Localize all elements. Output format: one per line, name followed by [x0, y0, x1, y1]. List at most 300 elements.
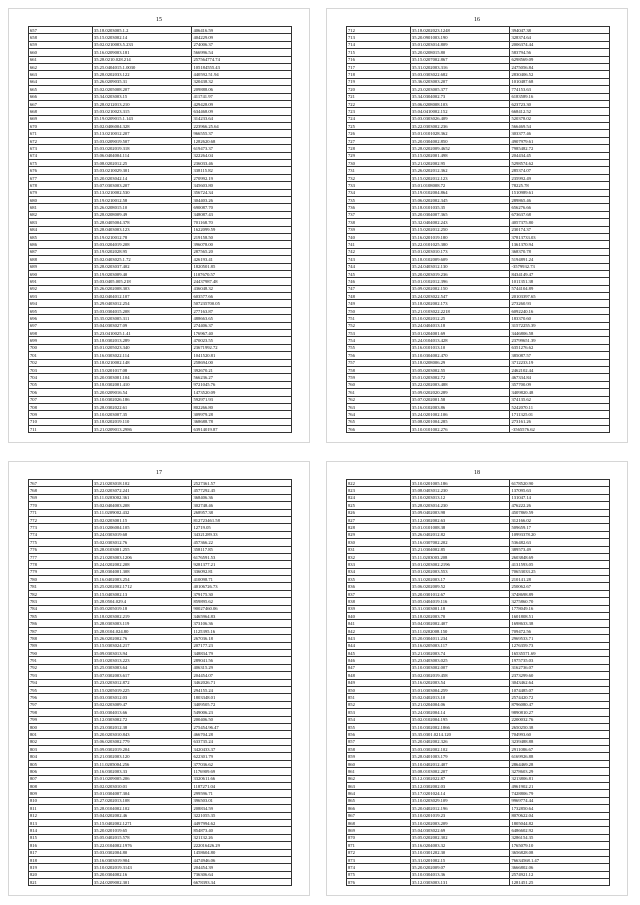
amount-cell: 3748698.89: [510, 590, 610, 597]
row-number-cell: 779: [29, 568, 93, 575]
table-row: [347, 642, 610, 649]
amount-cell: 338115.82: [192, 167, 292, 174]
amount-cell: -3579932.73: [510, 263, 610, 270]
account-code-cell: 35.15.0205019.225: [92, 686, 192, 693]
amount-cell: 328374.64: [510, 34, 610, 41]
row-number-cell: 657: [29, 27, 93, 34]
amount-cell: 4057375.80: [510, 219, 610, 226]
account-code-cell: 35.21.0203018.102: [92, 480, 192, 487]
account-code-cell: 35.04.0302002.407: [410, 620, 510, 627]
account-code-cell: 35.10.0304013.36: [410, 871, 510, 878]
account-code-cell: 35.05.0402015.578: [92, 834, 192, 841]
amount-cell: 566469.54: [510, 123, 610, 130]
account-code-cell: 35.11.0202008.150: [410, 627, 510, 634]
account-code-cell: 35.27.0202013.108: [92, 797, 192, 804]
row-number-cell: 765: [347, 418, 411, 425]
row-number-cell: 773: [29, 524, 93, 531]
account-code-cell: 35.35.0203005.311: [92, 315, 192, 322]
amount-cell: 622301.79: [192, 753, 292, 760]
account-code-cell: 35.10.0201005.186: [410, 480, 510, 487]
account-code-cell: 35.16.0303022.114: [92, 352, 192, 359]
table-row: [347, 352, 610, 359]
table-row: [29, 694, 292, 701]
row-number-cell: 692: [29, 285, 93, 292]
amount-cell: 250062.67: [510, 583, 610, 590]
account-code-cell: 35.02.0303012.76: [92, 539, 192, 546]
account-code-cell: 35.23.0203012.872: [92, 679, 192, 686]
account-code-cell: 35.22.0303002.236: [410, 123, 510, 130]
account-code-cell: 35.18.0302001.410: [92, 381, 192, 388]
account-code-cell: 35.15.0201017.08: [92, 366, 192, 373]
amount-cell: 406416.59: [192, 27, 292, 34]
amount-cell: 299596.71: [192, 790, 292, 797]
table-row: [29, 731, 292, 738]
row-number-cell: 687: [29, 248, 93, 255]
account-code-cell: 35.22.0101025.380: [410, 241, 510, 248]
amount-cell: 303377.46: [510, 130, 610, 137]
amount-cell: 966555.37: [192, 130, 292, 137]
table-row: [29, 263, 292, 270]
row-number-cell: 791: [29, 657, 93, 664]
account-code-cell: 35.22.0203072.241: [92, 487, 192, 494]
row-number-cell: 706: [29, 389, 93, 396]
row-number-cell: 793: [29, 672, 93, 679]
table-row: [347, 196, 610, 203]
table-row: [29, 775, 292, 782]
row-number-cell: 716: [347, 56, 411, 63]
row-number-cell: 702: [29, 359, 93, 366]
row-number-cell: 790: [29, 649, 93, 656]
account-code-cell: 35.12.0303003.131: [410, 879, 510, 886]
amount-cell: 470023.55: [192, 337, 292, 344]
row-number-cell: 676: [29, 167, 93, 174]
account-code-cell: 35.22.0104002.1976: [92, 842, 192, 849]
row-number-cell: 740: [347, 233, 411, 240]
amount-cell: 16535571.69: [510, 649, 610, 656]
account-code-cell: 35.20.0304002.850: [410, 137, 510, 144]
account-code-cell: 35.28.0304001.308: [92, 568, 192, 575]
amount-cell: 34321289.33: [192, 531, 292, 538]
account-code-cell: 35.03.0304013.66: [92, 709, 192, 716]
account-code-cell: 35.20.0901003.190: [410, 34, 510, 41]
data-table: [346, 26, 610, 433]
table-row: [347, 270, 610, 277]
table-row: [29, 546, 292, 553]
row-number-cell: 736: [347, 204, 411, 211]
amount-cell: 3043462.64: [510, 679, 610, 686]
row-number-cell: 850: [347, 686, 411, 693]
row-number-cell: 704: [29, 374, 93, 381]
table-row: [29, 174, 292, 181]
row-number-cell: 805: [29, 760, 93, 767]
table-row: [347, 115, 610, 122]
row-number-cell: 827: [347, 516, 411, 523]
account-code-cell: 35.06.0208008.103: [410, 100, 510, 107]
row-number-cell: 759: [347, 374, 411, 381]
amount-cell: 2462102.44: [510, 366, 610, 373]
row-number-cell: 788: [29, 635, 93, 642]
account-code-cell: 35.01.0206004.105: [92, 524, 192, 531]
account-code-cell: 35.03.0202019.318: [92, 145, 192, 152]
row-number-cell: 769: [29, 494, 93, 501]
table-row: [347, 657, 610, 664]
amount-cell: 394047.38: [510, 27, 610, 34]
amount-cell: 1282620.68: [192, 137, 292, 144]
account-code-cell: 35.09.0202002.150: [410, 285, 510, 292]
amount-cell: 377036.62: [192, 760, 292, 767]
row-number-cell: 715: [347, 49, 411, 56]
amount-cell: 623723.30: [510, 100, 610, 107]
amount-cell: 509659.17: [510, 524, 610, 531]
table-row: [29, 27, 292, 34]
amount-cell: 373106.36: [192, 620, 292, 627]
amount-cell: 3666802.06: [510, 864, 610, 871]
account-code-cell: 35.19.0202028.95: [92, 248, 192, 255]
row-number-cell: 833: [347, 561, 411, 568]
amount-cell: 411741.97: [192, 93, 292, 100]
table-row: [347, 635, 610, 642]
table-row: [347, 389, 610, 396]
amount-cell: 802266.80: [192, 403, 292, 410]
table-row: [29, 812, 292, 819]
table-row: [347, 100, 610, 107]
account-code-cell: 35.25.0303003.64: [92, 664, 192, 671]
account-code-cell: 35.10.0202012.25: [410, 315, 510, 322]
row-number-cell: 814: [29, 827, 93, 834]
row-number-cell: 802: [29, 738, 93, 745]
amount-cell: 488663.65: [192, 315, 292, 322]
account-code-cell: 35.13.0210012.207: [92, 130, 192, 137]
row-number-cell: 838: [347, 598, 411, 605]
account-code-cell: 35.24.0302004.14: [410, 709, 510, 716]
account-code-cell: 35.24.0104013.428: [410, 337, 510, 344]
table-row: [29, 783, 292, 790]
amount-cell: 368688.78: [192, 418, 292, 425]
page-number: 17: [156, 470, 162, 476]
amount-cell: 275454.96.47: [192, 723, 292, 730]
row-number-cell: 868: [347, 819, 411, 826]
table-row: [347, 494, 610, 501]
amount-cell: 230174.37: [510, 226, 610, 233]
table-row: [29, 71, 292, 78]
account-code-cell: 35.07.0202001.58: [410, 396, 510, 403]
account-code-cell: 35.25.0404015.1.0030: [92, 63, 192, 70]
table-row: [29, 672, 292, 679]
table-row: [29, 241, 292, 248]
table-row: [347, 819, 610, 826]
account-code-cell: 35.20.0402012.196: [410, 805, 510, 812]
row-number-cell: 754: [347, 337, 411, 344]
table-row: [29, 211, 292, 218]
table-row: [347, 293, 610, 300]
row-number-cell: 761: [347, 389, 411, 396]
table-row: [29, 137, 292, 144]
account-code-cell: 35.23.0403003.025: [410, 657, 510, 664]
table-row: [347, 307, 610, 314]
table-row: [347, 871, 610, 878]
amount-cell: 673637.68: [510, 211, 610, 218]
row-number-cell: 670: [29, 123, 93, 130]
amount-cell: 2911086.67: [510, 746, 610, 753]
row-number-cell: 853: [347, 709, 411, 716]
row-number-cell: 697: [29, 322, 93, 329]
account-code-cell: 35.15.0202001.498: [410, 152, 510, 159]
table-row: [29, 389, 292, 396]
amount-cell: 426193.41: [192, 256, 292, 263]
row-number-cell: 682: [29, 211, 93, 218]
amount-cell: 1041520.81: [192, 352, 292, 359]
table-row: [347, 672, 610, 679]
row-number-cell: 804: [29, 753, 93, 760]
table-row: [29, 509, 292, 516]
table-row: [29, 657, 292, 664]
row-number-cell: 760: [347, 381, 411, 388]
amount-cell: 4907979.61: [510, 137, 610, 144]
table-row: [29, 152, 292, 159]
account-code-cell: 35.18.0202019.110: [92, 418, 192, 425]
row-number-cell: 806: [29, 768, 93, 775]
account-code-cell: 35.10.0203013.12: [410, 494, 510, 501]
account-code-cell: 35.21.0202002.95: [410, 160, 510, 167]
table-row: [347, 418, 610, 425]
amount-cell: 374135.62: [510, 396, 610, 403]
row-number-cell: 683: [29, 219, 93, 226]
amount-cell: 1711325.01: [510, 411, 610, 418]
row-number-cell: 801: [29, 731, 93, 738]
row-number-cell: 757: [347, 359, 411, 366]
amount-cell: 2603848.69: [510, 553, 610, 560]
amount-cell: 3162736.07: [510, 664, 610, 671]
table-row: [29, 834, 292, 841]
account-code-cell: 35.09.0302019.204: [92, 746, 192, 753]
table-row: [29, 524, 292, 531]
row-number-cell: 834: [347, 568, 411, 575]
account-code-cell: 35.16.0201019.180: [410, 233, 510, 240]
row-number-cell: 859: [347, 753, 411, 760]
account-code-cell: 35.21.0103022.2218: [410, 307, 510, 314]
row-number-cell: 684: [29, 226, 93, 233]
table-row: [29, 738, 292, 745]
row-number-cell: 848: [347, 672, 411, 679]
account-code-cell: 35.15.0203002.14: [92, 34, 192, 41]
row-number-cell: 722: [347, 100, 411, 107]
row-number-cell: 663: [29, 71, 93, 78]
table-row: [29, 753, 292, 760]
account-code-cell: 35.02.0210003.5.233: [92, 41, 192, 48]
row-number-cell: 729: [347, 152, 411, 159]
account-code-cell: 35.36.0203003.207: [410, 78, 510, 85]
table-row: [347, 783, 610, 790]
row-number-cell: 841: [347, 620, 411, 627]
amount-cell: 273260.93: [510, 300, 610, 307]
table-row: [29, 539, 292, 546]
amount-cell: 309979.28: [192, 411, 292, 418]
account-code-cell: 35.18.0202023.1248: [410, 27, 510, 34]
account-code-cell: 35.21.0304002.85: [410, 546, 510, 553]
table-row: [29, 553, 292, 560]
row-number-cell: 674: [29, 152, 93, 159]
row-number-cell: 820: [29, 871, 93, 878]
table-row: [347, 204, 610, 211]
account-code-cell: 35.15.0202012.250: [410, 226, 510, 233]
table-row: [29, 649, 292, 656]
table-row: [347, 849, 610, 856]
amount-cell: 396503.01: [192, 797, 292, 804]
table-row: [347, 63, 610, 70]
row-number-cell: 785: [29, 613, 93, 620]
data-table: [346, 479, 610, 886]
row-number-cell: 699: [29, 337, 93, 344]
row-number-cell: 756: [347, 352, 411, 359]
row-number-cell: 789: [29, 642, 93, 649]
row-number-cell: 732: [347, 174, 411, 181]
table-row: [29, 635, 292, 642]
row-number-cell: 696: [29, 315, 93, 322]
account-code-cell: 35.20.0209016.54: [92, 389, 192, 396]
amount-cell: 274006.37: [192, 41, 292, 48]
account-code-cell: 35.08.0103002.207: [410, 768, 510, 775]
table-row: [347, 827, 610, 834]
amount-cell: 3239488.88: [510, 738, 610, 745]
table-row: [347, 248, 610, 255]
amount-cell: 4474946.06: [192, 856, 292, 863]
page-17: [8, 461, 310, 896]
account-code-cell: 35.21.0204004.06: [410, 701, 510, 708]
account-code-cell: 35.02.0406004.328: [92, 123, 192, 130]
row-number-cell: 768: [29, 487, 93, 494]
account-code-cell: 35.28.0302022.61: [92, 403, 192, 410]
table-row: [29, 790, 292, 797]
table-row: [29, 716, 292, 723]
amount-cell: 20103397.65: [510, 293, 610, 300]
account-code-cell: 35.18.0203005.1.2: [92, 27, 192, 34]
row-number-cell: 782: [29, 590, 93, 597]
account-code-cell: 35.29.0403012.254: [92, 300, 192, 307]
table-row: [347, 686, 610, 693]
row-number-cell: 847: [347, 664, 411, 671]
table-row: [29, 871, 292, 878]
account-code-cell: 35.22.0202003.488: [410, 381, 510, 388]
amount-cell: 1107670.57: [192, 270, 292, 277]
amount-cell: 406315.29: [192, 664, 292, 671]
amount-cell: 774153.63: [510, 86, 610, 93]
row-number-cell: 786: [29, 620, 93, 627]
row-number-cell: 829: [347, 531, 411, 538]
row-number-cell: 731: [347, 167, 411, 174]
table-row: [29, 760, 292, 767]
amount-cell: 583794.56: [510, 49, 610, 56]
amount-cell: 436048.32: [192, 285, 292, 292]
amount-cell: 6176591.53: [192, 553, 292, 560]
table-row: [347, 86, 610, 93]
table-row: [347, 576, 610, 583]
row-number-cell: 679: [29, 189, 93, 196]
row-number-cell: 673: [29, 145, 93, 152]
amount-cell: 2864469.28: [510, 760, 610, 767]
amount-cell: 2200032.76: [510, 716, 610, 723]
table-row: [29, 827, 292, 834]
row-number-cell: 667: [29, 100, 93, 107]
amount-cell: 4131593.05: [510, 561, 610, 568]
row-number-cell: 717: [347, 63, 411, 70]
account-code-cell: 35.24.0403012.130: [410, 263, 510, 270]
amount-cell: 208834.59: [192, 805, 292, 812]
table-row: [29, 494, 292, 501]
account-code-cell: 35.12.0302022.87: [410, 775, 510, 782]
amount-cell: 348834.79: [192, 649, 292, 656]
amount-cell: 1473520.09: [192, 389, 292, 396]
amount-cell: 6169926.88: [510, 753, 610, 760]
row-number-cell: 803: [29, 746, 93, 753]
account-code-cell: 35.01.0203013.223: [92, 657, 192, 664]
row-number-cell: 688: [29, 256, 93, 263]
amount-cell: 5744104.89: [510, 285, 610, 292]
account-code-cell: 35.01.0304007.304: [92, 790, 192, 797]
amount-cell: 3712233.19: [510, 359, 610, 366]
account-code-cell: 35.20.0301012.67: [410, 590, 510, 597]
row-number-cell: 766: [347, 426, 411, 433]
row-number-cell: 796: [29, 694, 93, 701]
account-code-cell: 35.18.0203002.219: [92, 613, 192, 620]
account-code-cell: 35.02.0403025.1.72: [92, 256, 192, 263]
table-row: [347, 605, 610, 612]
amount-cell: 389573.49: [510, 546, 610, 553]
table-row: [347, 553, 610, 560]
row-number-cell: 701: [29, 352, 93, 359]
table-row: [29, 115, 292, 122]
row-number-cell: 742: [347, 248, 411, 255]
row-number-cell: 830: [347, 539, 411, 546]
amount-cell: 457366.22: [192, 539, 292, 546]
row-number-cell: 739: [347, 226, 411, 233]
amount-cell: 348087.43: [192, 211, 292, 218]
amount-cell: 812723461.58: [192, 516, 292, 523]
table-row: [29, 34, 292, 41]
table-row: [29, 160, 292, 167]
amount-cell: 404229.09: [192, 34, 292, 41]
row-number-cell: 685: [29, 233, 93, 240]
account-code-cell: 35.18.0202002.173: [410, 300, 510, 307]
table-row: [29, 403, 292, 410]
row-number-cell: 873: [347, 856, 411, 863]
account-code-cell: 35.01.0101028.362: [410, 130, 510, 137]
table-row: [29, 568, 292, 575]
table-row: [29, 590, 292, 597]
row-number-cell: 672: [29, 137, 93, 144]
amount-cell: 9890810.27: [510, 709, 610, 716]
row-number-cell: 680: [29, 196, 93, 203]
row-number-cell: 835: [347, 576, 411, 583]
account-code-cell: 35.31.0202003.17: [410, 576, 510, 583]
row-number-cell: 875: [347, 871, 411, 878]
table-row: [347, 56, 610, 63]
account-code-cell: 35.03.0210029.301: [92, 167, 192, 174]
amount-cell: 3275860.70: [510, 598, 610, 605]
row-number-cell: 800: [29, 723, 93, 730]
amount-cell: 200406.50: [192, 716, 292, 723]
row-number-cell: 737: [347, 211, 411, 218]
row-number-cell: 854: [347, 716, 411, 723]
amount-cell: 3278603.29: [510, 768, 610, 775]
amount-cell: 356724.34: [192, 189, 292, 196]
table-row: [29, 679, 292, 686]
row-number-cell: 811: [29, 805, 93, 812]
table-row: [29, 620, 292, 627]
row-number-cell: 744: [347, 263, 411, 270]
amount-cell: 1805044.82: [510, 819, 610, 826]
table-row: [347, 524, 610, 531]
table-row: [347, 182, 610, 189]
